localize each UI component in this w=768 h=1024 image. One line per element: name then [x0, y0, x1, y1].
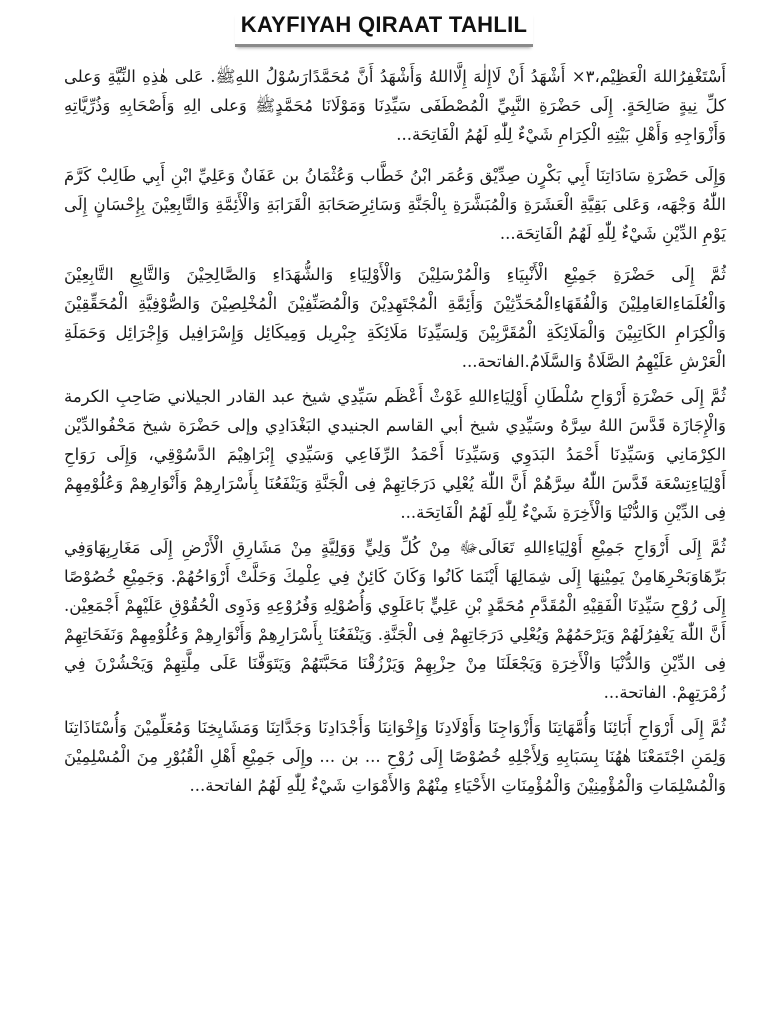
paragraph-sultan-awliya: ثُمَّ إِلَى حَضْرَةِ أَرْوَاحِ سُلْطَانِ أَوْلِيَاءِاللهِ غَوْثْ أَعْظَم سَيِّدِي شيخ عبد القادر الجيلاني صَاحِبِ الكرمة وَالْإِجَازَة قَدَّسَ اللهُ سِرَّهُ وسَيِّدِي شيخ أبي القاسم الجنيدي البَغْدَادِي وإلى حَضْرَة شيخ مَحْفُوالدِّيْن الكِرْمَانِي وَسَيِّدِنَا أَحْمَدُ البَدَوِي وَسَيِّدِنَا أَحْمَدُ الرِّفَاعِي وَسَيِّدِي إِبْرَاهِيْمَ الدَّسُوْقِي، وَإِلَى رَوَاحِ أَوْلِيَاءِتِسْعَة قَدَّسَ اللّٰهُ سِرَّهُمْ أَنَّ اللّٰهَ يُعْلِي دَرَجَاتِهِمْ فِى الْجَنَّةِ وَيَنْفَعُنَا بِأَسْرَارِهِمْ وَأَنْوَارِهِمْ وَعُلُوْمِهِمْ فِى الدِّيْنِ وَالدُّنْيَا وَالْأَخِرَةِ شَيْءٌ لِلّٰهِ لَهُمُ الْفَاتِحَة...	[64, 387, 726, 522]
paragraph-opening: أَسْتَغْفِرُاللهَ الْعَظِيْم،٣× أَشْهَدُ أَنْ لَاإِلٰهَ إِلَّااللهُ وَأَشْهَدُ أَنَّ مُحَمَّدًارَسُوْلُ اللهِﷺ. عَلى هٰذِهِ النِّيَّةِ وَعلى كلِّ نِيةٍ صَالِحَةٍ. إِلَى حَضْرَةِ النَّبِيِّ الْمُصْطَفَى سَيِّدِنَا وَمَوْلَانَا مُحَمَّدٍﷺ وَعلى الِهِ وَأَصْحَابِهِ وَذُرِّيَّاتِهِ وَأَزْوَاجِهِ وَأَهْلِ بَيْتِهِ الْكِرَامِ شَيْءٌ لِلّٰهِ لَهُمُ الْفَاتِحَة...	[64, 67, 726, 144]
paragraph-all-awliya: ثُمَّ إِلَى أَرْوَاحِ جَمِيْعِ أَوْلِيَاءِاللهِ تَعَالَىﷻ مِنْ كُلِّ وَلِيٍّ وَوَلِيَّةٍ مِنْ مَشَارِقِ الْأَرْضِ إِلَى مَغَارِبِهَاوَفِي بَرِّهَاوَبَحْرِهَامِنْ يَمِيْنِهَا إِلَى شِمَالِهَا أَيْنَمَا كَانُوا وَكَانَ كَائِنٌ فِي عِلْمِكَ وَحَلَّتْ أَرْوَاحُهُمْ. وَجَمِيْعِ خُصُوْصًا إِلَى رُوْحِ سَيِّدِنَا الْفَقِيْهِ الْمُقَدَّمِ مُحَمَّدٍ بْنِ عَلِيٍّ بَاعَلَوِي وَأُصُوْلِهِ وَفُرُوْعِهِ وَذَوِى الْحُقُوْقِ عَلَيْهِمْ أَجْمَعِيْن. أَنَّ اللّٰهَ يَغْفِرُلَهُمْ وَيَرْحَمُهُمْ وَيُعْلِي دَرَجَاتِهِمْ فِى الْجَنَّةِ. وَيَنْفَعُنَا بِأَسْرَارِهِمْ وَأَنْوَارِهِمْ وَعُلُوْمِهِمْ وَنَفَحَاتِهِمْ فِى الدِّيْنِ وَالدُّنْيَا وَالْأَخِرَةِ وَيَجْعَلَنَا مِنْ حِزْبِهِمْ وَيَرْزُقْنَا مَحَبَّتَهُمْ وَيَتَوَفَّنَا عَلَى مِلَّتِهِمْ وَيَحْشُرْنَ فِي زُمْرَتِهِمْ. الفاتحة...	[64, 538, 726, 702]
paragraph-prophets-saints: ثُمَّ إِلَى حَضْرَةِ جَمِيْعِ الْأَنْبِيَاءِ وَالْمُرْسَلِيْنَ وَالْأَوْلِيَاءِ وَالشُّهَدَاءِ وَالصَّالِحِيْنَ وَالتَّابِعِ التَّابِعِيْنَ وَالْعُلَمَاءِالعَامِلِيْنَ وَالْفُقَهَاءِالْمُحَدِّثِيْنَ وَأَئِمَّةِ الْمُجْتَهِدِيْنَ وَالْمُصَنِّفِيْنَ الْمُخْلِصِيْنَ وَالصُّوْفِيَّةِ الْمُحَقِّقِيْنَ وَالْكِرَامِ الكَاتِبِيْنَ وَالْمَلَائِكَةِ الْمُقَرَّبِيْنَ وَلِسَيِّدِنَا مَلَائِكَةِ جِبْرِيل وَمِيكَائِل وَإِسْرَافِيل وَإِجْرَائِل وَحَمَلَةِ الْعَرْشِ عَلَيْهِمُ الصَّلَاةُ وَالسَّلَامُ.الفاتحة...	[64, 265, 726, 371]
document-title: KAYFIYAH QIRAAT TAHLIL	[235, 12, 534, 47]
paragraph-companions: وَإِلَى حَضْرَةِ سَادَاتِنَا أَبِي بَكْرٍن صِدِّيْق وَعُمَر ابْنُ خَطَّاب وَعُثْمَانُ بن عَفَانٌ وَعَلِيِّ ابْنِ أَبِي طَالِبْ كَرَّمَ اللّٰهُ وَجْهَه، وَعَلى بَقِيَّةِ الْعَشَرَةِ وَالْمُبَشَّرَةِ بِالْجَنَّةِ وَسَائِرِصَحَابَةِ الْقَرَابَةِ وَالْأَئِمَّةِ وَالتَّابِعِيْنَ بِإِحْسَانٍ إِلَى يَوْمِ الدِّيْنِ شَيْءٌ لِلّٰهِ لَهُمُ الْفَاتِحَة...	[64, 166, 726, 243]
paragraph-family-ancestors: ثُمَّ إِلَى أَرْوَاحِ أَبَائِنَا وَأُمَّهَاتِنَا وَأَزْوَاجِنَا وَأَوْلَادِنَا وَإِخْوَانِنَا وَأَجْدَادِنَا وَجَدَّاتِنَا وَمَشَايِخِنَا وَمُعَلِّمِيْنَ وَأُسْتَاذَاتِنَا وَلِمَنِ اجْتَمَعْنَا هٰهُنَا بِسَبَابِهِ وَلِأَجْلِهِ خُصُوْصًا إِلَى رُوْحِ ... بن ... وإِلَى جَمِيْعِ أَهْلِ الْقُبُوْرِ مِنَ الْمُسْلِمِيْنَ وَالْمُسْلِمَاتِ وَالْمُؤْمِنِيْنَ وَالْمُؤْمِنَاتِ الأَحْيَاءِ مِنْهُمْ وَالأَمْوَاتِ شَيْءٌ لِلّٰهِ لَهُمُ الفاتحة...	[64, 718, 726, 795]
title-container	[0, 12, 768, 47]
document-body	[64, 62, 726, 806]
